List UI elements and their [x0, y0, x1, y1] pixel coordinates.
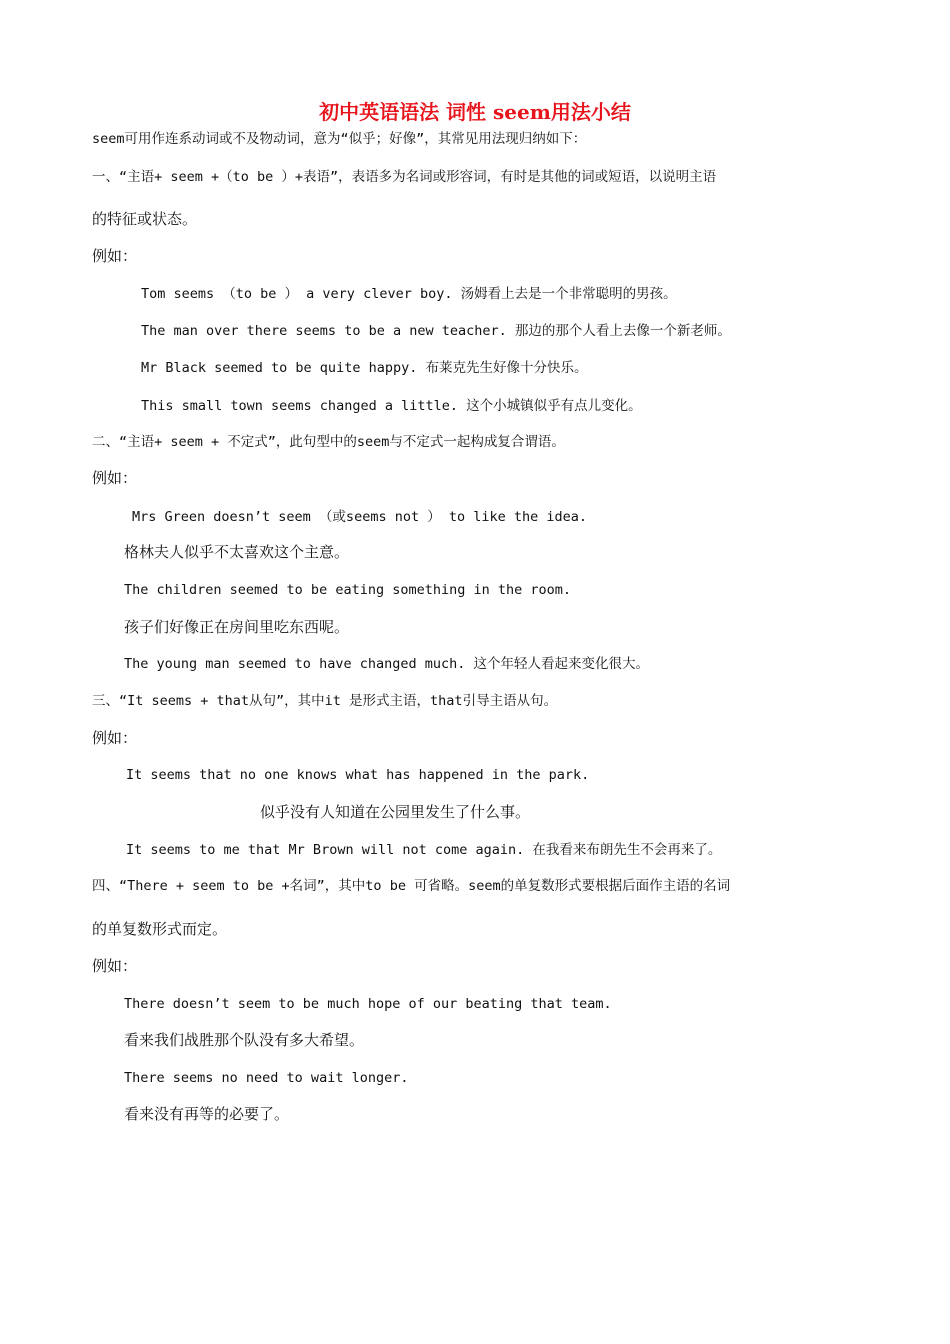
- section4-example-4: 看来没有再等的必要了。: [124, 1105, 290, 1123]
- section4-heading-line2: 的单复数形式而定。: [92, 920, 228, 938]
- section3-example-1: It seems that no one knows what has happened in the park.: [126, 767, 590, 783]
- section1-heading-line1: 一、“主语+ seem +（to be ）+表语”，表语多为名词或形容词，有时是其他的词或短语，以说明主语: [92, 169, 717, 185]
- section4-example-3: There seems no need to wait longer.: [124, 1070, 409, 1086]
- section2-example-1: Mrs Green doesn’t seem （或seems not ） to like the idea.: [132, 509, 588, 525]
- section2-example-5: The young man seemed to have changed much. 这个年轻人看起来变化很大。: [124, 656, 649, 672]
- section3-example-3: It seems to me that Mr Brown will not come again. 在我看来布朗先生不会再来了。: [126, 842, 722, 858]
- section1-example-1: Tom seems （to be ） a very clever boy. 汤姆看上去是一个非常聪明的男孩。: [141, 286, 677, 302]
- section4-heading-line1: 四、“There + seem to be +名词”，其中to be 可省略。seem的单复数形式要根据后面作主语的名词: [92, 878, 731, 894]
- section3-heading: 三、“It seems + that从句”，其中it 是形式主语，that引导主语从句。: [92, 693, 558, 709]
- section1-heading-line2: 的特征或状态。: [92, 210, 198, 228]
- section4-example-label: 例如：: [92, 957, 138, 975]
- section1-example-label: 例如：: [92, 247, 138, 265]
- section3-example-2: 似乎没有人知道在公园里发生了什么事。: [260, 803, 531, 821]
- section2-example-2: 格林夫人似乎不太喜欢这个主意。: [124, 543, 350, 561]
- document-title: 初中英语语法 词性 seem用法小结: [319, 100, 631, 124]
- section2-example-4: 孩子们好像正在房间里吃东西呢。: [124, 618, 350, 636]
- section2-example-3: The children seemed to be eating something in the room.: [124, 582, 572, 598]
- section4-example-2: 看来我们战胜那个队没有多大希望。: [124, 1031, 365, 1049]
- section2-heading: 二、“主语+ seem + 不定式”，此句型中的seem与不定式一起构成复合谓语。: [92, 434, 565, 450]
- section1-example-4: This small town seems changed a little. 这个小城镇似乎有点儿变化。: [141, 398, 642, 414]
- section4-example-1: There doesn’t seem to be much hope of our beating that team.: [124, 996, 612, 1012]
- section1-example-2: The man over there seems to be a new teacher. 那边的那个人看上去像一个新老师。: [141, 323, 731, 339]
- section1-example-3: Mr Black seemed to be quite happy. 布莱克先生好像十分快乐。: [141, 360, 588, 376]
- section2-example-label: 例如：: [92, 469, 138, 487]
- section3-example-label: 例如：: [92, 729, 138, 747]
- intro-paragraph: seem可用作连系动词或不及物动词，意为“似乎；好像”，其常见用法现归纳如下：: [92, 131, 587, 147]
